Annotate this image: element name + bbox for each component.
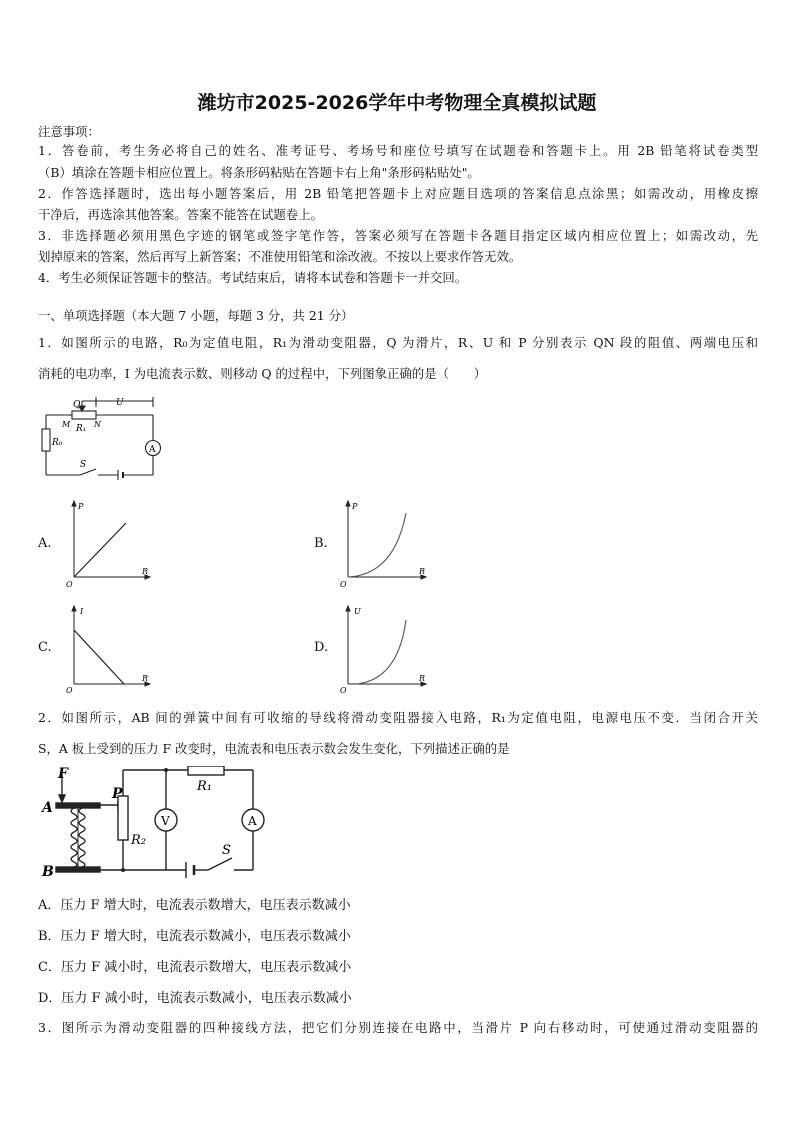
notice-line-7: 4．考生必须保证答题卡的整洁。考试结束后，请将本试卷和答题卡一并交回。: [38, 270, 468, 285]
page-title: 潍坊市2025-2026学年中考物理全真模拟试题: [197, 92, 597, 114]
q1-c-yaxis: I: [80, 607, 84, 616]
ammeter-icon: A: [248, 814, 257, 828]
q1-d-xaxis: R: [419, 674, 426, 683]
q2-label-r1: R₁: [197, 779, 212, 794]
section-heading: 一、单项选择题（本大题 7 小题，每题 3 分，共 21 分）: [38, 308, 354, 323]
q1-label-s: S: [80, 460, 87, 470]
q1-option-d-letter: D.: [314, 640, 329, 655]
q1-circuit-diagram: [38, 393, 168, 485]
q1-label-n: N: [94, 420, 101, 429]
q1-option-b-letter: B.: [314, 536, 328, 551]
q1-option-d-graph[interactable]: [336, 600, 431, 695]
q1-c-xaxis: R: [142, 674, 149, 683]
q1-stem-line-2: 消耗的电功率，I 为电流表示数、则移动 Q 的过程中，下列图象正确的是（ ）: [38, 366, 487, 381]
q2-option-d[interactable]: D．压力 F 减小时，电流表示数减小，电压表示数减小: [38, 991, 352, 1006]
q1-label-u: U: [116, 398, 124, 408]
q1-label-r0: R₀: [52, 438, 63, 448]
ammeter-icon: A: [149, 445, 156, 455]
q3-stem-line-1: 3．图所示为滑动变阻器的四种接线方法，把它们分别连接在电路中，当滑片 P 向右移动时，可使通过滑动变阻器的: [38, 1020, 758, 1035]
q2-stem-line-2: S，A 板上受到的压力 F 改变时，电流表和电压表示数会发生变化，下列描述正确的是: [38, 741, 510, 756]
q2-label-p: P: [112, 786, 123, 802]
notice-line-6: 划掉原来的答案，然后再写上新答案；不准使用铅笔和涂改液。不按以上要求作答无效。: [38, 249, 522, 264]
q1-b-origin: O: [340, 580, 347, 589]
q1-option-c-letter: C.: [38, 640, 52, 655]
q1-label-m: M: [62, 420, 71, 429]
q2-stem-line-1: 2．如图所示，AB 间的弹簧中间有可收缩的导线将滑动变阻器接入电路，R₁为定值电阻，电源电压不变．当闭合开关: [38, 710, 758, 725]
q2-option-b[interactable]: B．压力 F 增大时，电流表示数减小，电压表示数减小: [38, 929, 351, 944]
q2-option-a[interactable]: A．压力 F 增大时，电流表示数增大，电压表示数减小: [38, 898, 351, 913]
q2-label-a: A: [42, 800, 53, 816]
q1-b-yaxis: P: [352, 502, 358, 511]
q1-b-xaxis: R: [419, 567, 426, 576]
notice-line-1: 1．答卷前，考生务必将自己的姓名、准考证号、考场号和座位号填写在试题卷和答题卡上。用 2B 铅笔将试卷类型: [38, 143, 758, 158]
q2-option-c[interactable]: C．压力 F 减小时，电流表示数增大，电压表示数减小: [38, 960, 352, 975]
q1-label-q: Q: [73, 400, 81, 410]
q1-option-c-graph[interactable]: [62, 600, 154, 695]
q1-a-xaxis: R: [142, 567, 149, 576]
q2-circuit-diagram: [38, 766, 274, 880]
q1-d-yaxis: U: [354, 607, 361, 616]
voltmeter-icon: V: [161, 814, 170, 828]
q2-label-r2: R₂: [131, 833, 146, 848]
q2-label-s: S: [222, 843, 231, 858]
notice-heading: 注意事项：: [38, 124, 100, 139]
q1-stem-line-1: 1．如图所示的电路，R₀为定值电阻，R₁为滑动变阻器，Q 为滑片，R、U 和 P 分别表示 QN 段的阻值、两端电压和: [38, 335, 758, 350]
q1-a-yaxis: P: [78, 502, 84, 511]
q1-option-a-graph[interactable]: [62, 495, 154, 590]
q1-d-origin: O: [340, 686, 347, 695]
q1-label-r1: R₁: [76, 424, 87, 434]
q2-label-b: B: [42, 864, 54, 880]
q1-option-a-letter: A.: [38, 536, 52, 551]
q2-label-f: F: [58, 766, 68, 782]
q1-option-b-graph[interactable]: [336, 495, 431, 590]
notice-line-2: （B）填涂在答题卡相应位置上。将条形码粘贴在答题卡右上角"条形码粘贴处"。: [38, 165, 480, 180]
notice-line-3: 2．作答选择题时，选出每小题答案后，用 2B 铅笔把答题卡上对应题目选项的答案信息点涂黑；如需改动，用橡皮擦: [38, 186, 758, 201]
notice-line-4: 干净后，再选涂其他答案。答案不能答在试题卷上。: [38, 207, 323, 222]
q1-a-origin: O: [66, 580, 73, 589]
q1-c-origin: O: [66, 686, 73, 695]
notice-line-5: 3．非选择题必须用黑色字迹的钢笔或签字笔作答，答案必须写在答题卡各题目指定区域内相应位置上；如需改动，先: [38, 228, 758, 243]
